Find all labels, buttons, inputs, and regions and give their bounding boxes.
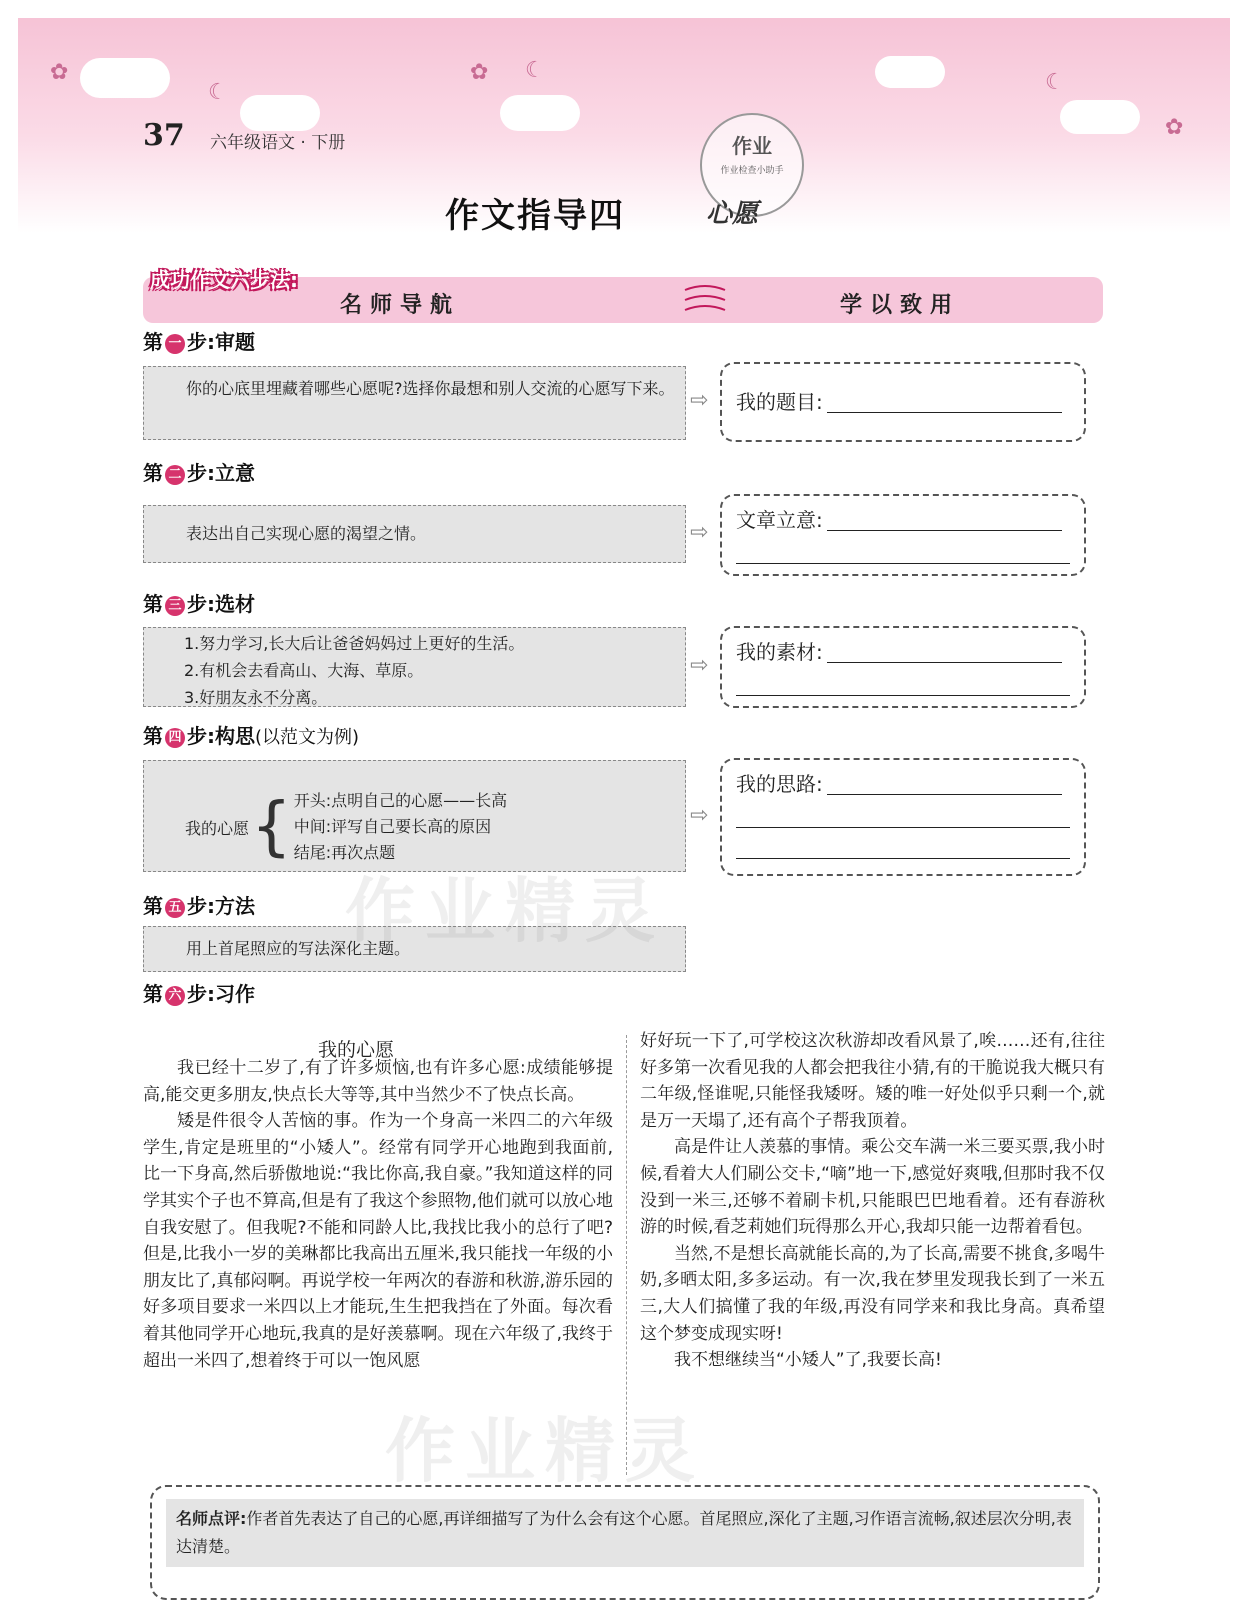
guide-text: 用上首尾照应的写法深化主题。 xyxy=(186,939,411,958)
step-3-practice-box xyxy=(720,626,1086,708)
essay-title: 我的心愿 xyxy=(318,1039,395,1061)
comment-text: 作者首先表达了自己的心愿,再详细描写了为什么会有这个心愿。首尾照应,深化了主题,习作语言流畅,叙述层次分明,表达清楚。 xyxy=(176,1509,1072,1556)
essay-paragraph: 我不想继续当“小矮人”了,我要长高! xyxy=(674,1350,942,1371)
step-title: 步:方法 xyxy=(187,894,255,918)
step-prefix: 第 xyxy=(143,592,163,616)
step-6-heading xyxy=(143,978,255,1007)
page-number: 37 xyxy=(143,118,185,153)
banner-right-label: 学以致用 xyxy=(840,293,961,318)
step-4-practice-box xyxy=(720,758,1086,876)
practice-label: 我的思路: xyxy=(736,772,823,796)
step-prefix: 第 xyxy=(143,982,163,1006)
teacher-comment-box xyxy=(150,1485,1100,1600)
step-3-heading xyxy=(143,588,255,617)
step-number-badge: 四 xyxy=(165,728,185,748)
banner-arrow-icon xyxy=(680,280,730,322)
theme-label: 心愿 xyxy=(706,199,759,229)
brace-icon: { xyxy=(251,790,292,864)
essay-paragraph: 高是件让人羡慕的事情。乘公交车满一米三要买票,我小时候,看着大人们刷公交卡,“嘀”地一下,感觉好爽哦,但那时我不仅没到一米三,还够不着刷卡机,只能眼巴巴地看着。还有春游秋游的时候,看芝莉她们玩得那么开心,我却只能一边帮着看包。 xyxy=(640,1137,1105,1238)
watermark: 作业精灵 xyxy=(385,1410,705,1492)
step-note: (以范文为例) xyxy=(255,727,360,748)
step-number-badge: 一 xyxy=(165,334,185,354)
guide-text: 表达出自己实现心愿的渴望之情。 xyxy=(186,524,427,543)
comment-label: 名师点评: xyxy=(176,1509,247,1528)
step-number-badge: 六 xyxy=(165,986,185,1006)
answer-line[interactable] xyxy=(736,797,1070,828)
page-title: 作文指导四 xyxy=(445,196,625,236)
step-3-guide-box xyxy=(143,627,686,707)
moon-icon: ☾ xyxy=(1045,70,1065,95)
step-1-heading xyxy=(143,326,255,355)
banner-tag: 成功作文六步法: xyxy=(150,268,298,292)
step-number-badge: 二 xyxy=(165,465,185,485)
step-title: 步:审题 xyxy=(187,330,255,354)
step-2-guide-box xyxy=(143,505,686,563)
step-prefix: 第 xyxy=(143,330,163,354)
arrow-right-icon: ⇨ xyxy=(690,653,709,678)
answer-line[interactable] xyxy=(827,772,1062,795)
moon-icon: ☾ xyxy=(208,80,228,105)
answer-line[interactable] xyxy=(827,390,1062,413)
step-title: 步:选材 xyxy=(187,592,255,616)
answer-line[interactable] xyxy=(736,665,1070,696)
step-prefix: 第 xyxy=(143,724,163,748)
star-icon: ✿ xyxy=(50,60,69,85)
guide-text: 你的心底里埋藏着哪些心愿呢?选择你最想和别人交流的心愿写下来。 xyxy=(186,379,675,398)
answer-line[interactable] xyxy=(827,508,1062,531)
teacher-comment xyxy=(166,1499,1084,1567)
arrow-right-icon: ⇨ xyxy=(690,388,709,413)
step-5-heading xyxy=(143,890,255,919)
arrow-right-icon: ⇨ xyxy=(690,803,709,828)
star-icon: ✿ xyxy=(470,60,489,85)
guide-item: 1.努力学习,长大后让爸爸妈妈过上更好的生活。 xyxy=(184,634,525,653)
outline-item: 中间:评写自己要长高的原因 xyxy=(293,817,492,836)
watermark: 作业精灵 xyxy=(345,870,665,952)
step-prefix: 第 xyxy=(143,894,163,918)
outline-item: 开头:点明自己的心愿——长高 xyxy=(293,791,508,810)
answer-line[interactable] xyxy=(827,640,1062,663)
step-title: 步:习作 xyxy=(187,982,255,1006)
cloud-decoration xyxy=(80,58,170,98)
essay-right-column xyxy=(640,1028,1105,1374)
essay-paragraph: 好好玩一下了,可学校这次秋游却改看风景了,唉……还有,往往好多第一次看见我的人都会把我往小猜,有的干脆说我大概只有二年级,怪谁呢,只能怪我矮呀。矮的唯一好处似乎只剩一个,就是万一天塌了,还有高个子帮我顶着。 xyxy=(640,1031,1105,1131)
essay-left-column xyxy=(143,1055,613,1374)
essay-paragraph: 我已经十二岁了,有了许多烦恼,也有许多心愿:成绩能够提高,能交更多朋友,快点长大等等,其中当然少不了快点长高。 xyxy=(143,1058,613,1105)
outline-item: 结尾:再次点题 xyxy=(293,843,396,862)
answer-line[interactable] xyxy=(736,828,1070,859)
cloud-decoration xyxy=(500,95,580,131)
essay-paragraph: 矮是件很令人苦恼的事。作为一个身高一米四二的六年级学生,肯定是班里的“小矮人”。经常有同学开心地跑到我面前,比一下身高,然后骄傲地说:“我比你高,我自豪。”我知道这样的同学其实个子也不算高,但是有了我这个参照物,他们就可以放心地自我安慰了。但我呢?不能和同龄人比,我找比我小的总行了吧?但是,比我小一岁的美琳都比我高出五厘米,我只能找一年级的小朋友比了,真郁闷啊。再说学校一年两次的春游和秋游,游乐园的好多项目要求一米四以上才能玩,生生把我挡在了外面。每次看着其他同学开心地玩,我真的是好羡慕啊。现在六年级了,我终于超出一米四了,想着终于可以一饱风愿 xyxy=(143,1111,613,1371)
grade-label: 六年级语文 · 下册 xyxy=(210,133,346,153)
step-1-guide-box xyxy=(143,366,686,440)
banner-left-label: 名师导航 xyxy=(340,293,461,318)
guide-item: 3.好朋友永不分离。 xyxy=(184,688,328,707)
stamp-ring-text: 作业检查小助手 xyxy=(720,166,784,176)
stamp-top-text: 作业 xyxy=(732,134,772,158)
outline-root: 我的心愿 xyxy=(185,818,250,838)
step-2-practice-box xyxy=(720,494,1086,576)
step-4-heading xyxy=(143,720,359,749)
step-title: 步:构思 xyxy=(187,724,255,748)
step-1-practice-box xyxy=(720,362,1086,442)
practice-label: 文章立意: xyxy=(736,508,823,532)
practice-label: 我的题目: xyxy=(736,390,823,414)
arrow-right-icon: ⇨ xyxy=(690,520,709,545)
star-icon: ✿ xyxy=(1165,115,1184,140)
cloud-decoration xyxy=(875,56,945,88)
step-2-heading xyxy=(143,457,255,486)
practice-label: 我的素材: xyxy=(736,640,823,664)
cloud-decoration xyxy=(1060,100,1140,134)
answer-line[interactable] xyxy=(736,533,1070,564)
guide-item: 2.有机会去看高山、大海、草原。 xyxy=(184,661,424,680)
moon-icon: ☾ xyxy=(525,58,545,83)
step-number-badge: 三 xyxy=(165,596,185,616)
step-number-badge: 五 xyxy=(165,898,185,918)
step-title: 步:立意 xyxy=(187,461,255,485)
essay-paragraph: 当然,不是想长高就能长高的,为了长高,需要不挑食,多喝牛奶,多晒太阳,多多运动。有一次,我在梦里发现我长到了一米五三,大人们搞懂了我的年级,再没有同学来和我比身高。真希望这个梦变成现实呀! xyxy=(640,1243,1105,1344)
cloud-decoration xyxy=(240,95,320,131)
step-prefix: 第 xyxy=(143,461,163,485)
